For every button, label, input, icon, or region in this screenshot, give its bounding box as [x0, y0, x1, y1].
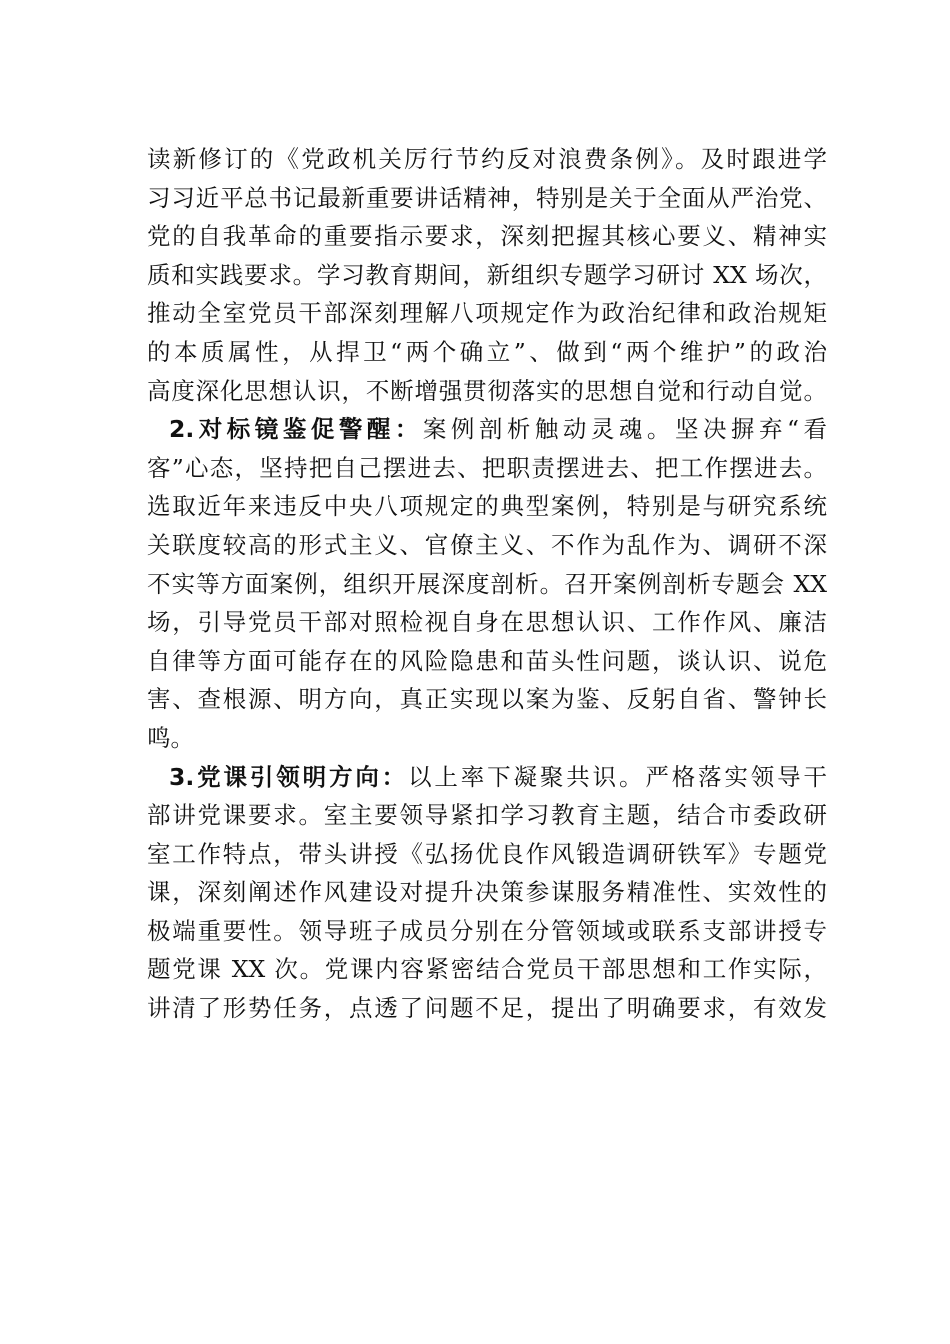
paragraph-line: 读新修订的《党政机关厉行节约反对浪费条例》。及时跟进学 — [147, 145, 827, 173]
paragraph-line: 质和实践要求。学习教育期间，新组织专题学习研讨 XX 场次， — [147, 260, 827, 289]
paragraph-line: 选取近年来违反中央八项规定的典型案例，特别是与研究系统 — [147, 492, 827, 521]
paragraph-line: 关联度较高的形式主义、官僚主义、不作为乱作为、调研不深 — [147, 530, 827, 559]
paragraph-line: 不实等方面案例，组织开展深度剖析。召开案例剖析专题会 XX — [147, 569, 827, 598]
paragraph-line: 题党课 XX 次。党课内容紧密结合党员干部思想和工作实际， — [147, 955, 827, 984]
paragraph-first-line — [147, 758, 827, 797]
paragraph-line: 害、查根源、明方向，真正实现以案为鉴、反躬自省、警钟长 — [147, 685, 827, 714]
document-body — [147, 140, 827, 1028]
paragraph-3 — [147, 758, 827, 1028]
paragraph-line: 党的自我革命的重要指示要求，深刻把握其核心要义、精神实 — [147, 222, 827, 251]
paragraph-1 — [147, 140, 827, 410]
paragraph-line: 自律等方面可能存在的风险隐患和苗头性问题，谈认识、说危 — [147, 646, 827, 675]
paragraph-line: 习习近平总书记最新重要讲话精神，特别是关于全面从严治党、 — [147, 183, 827, 212]
paragraph-line: 推动全室党员干部深刻理解八项规定作为政治纪律和政治规矩 — [147, 299, 827, 328]
paragraph-line: 场，引导党员干部对照检视自身在思想认识、工作作风、廉洁 — [147, 608, 827, 637]
paragraph-line: 室工作特点，带头讲授《弘扬优良作风锻造调研铁军》专题党 — [147, 839, 827, 868]
paragraph-first-line — [147, 410, 827, 449]
paragraph-line: 客”心态，坚持把自己摆进去、把职责摆进去、把工作摆进去。 — [147, 453, 827, 482]
paragraph-2 — [147, 410, 827, 757]
section-heading: 2.对标镜鉴促警醒： — [169, 415, 423, 444]
paragraph-line: 的本质属性，从捍卫“两个确立”、做到“两个维护”的政治 — [147, 337, 827, 366]
paragraph-line: 鸣。 — [147, 723, 194, 752]
paragraph-line: 讲清了形势任务，点透了问题不足，提出了明确要求，有效发 — [147, 994, 827, 1023]
paragraph-line: 高度深化思想认识，不断增强贯彻落实的思想自觉和行动自觉。 — [147, 376, 827, 405]
heading-line-text: 案例剖析触动灵魂。坚决摒弃“看 — [422, 415, 827, 444]
paragraph-line: 极端重要性。领导班子成员分别在分管领域或联系支部讲授专 — [147, 916, 827, 945]
section-heading: 3.党课引领明方向： — [169, 762, 409, 791]
heading-line-text: 以上率下凝聚共识。严格落实领导干 — [408, 762, 828, 791]
paragraph-line: 课，深刻阐述作风建设对提升决策参谋服务精准性、实效性的 — [147, 878, 827, 907]
paragraph-line: 部讲党课要求。室主要领导紧扣学习教育主题，结合市委政研 — [147, 801, 827, 830]
